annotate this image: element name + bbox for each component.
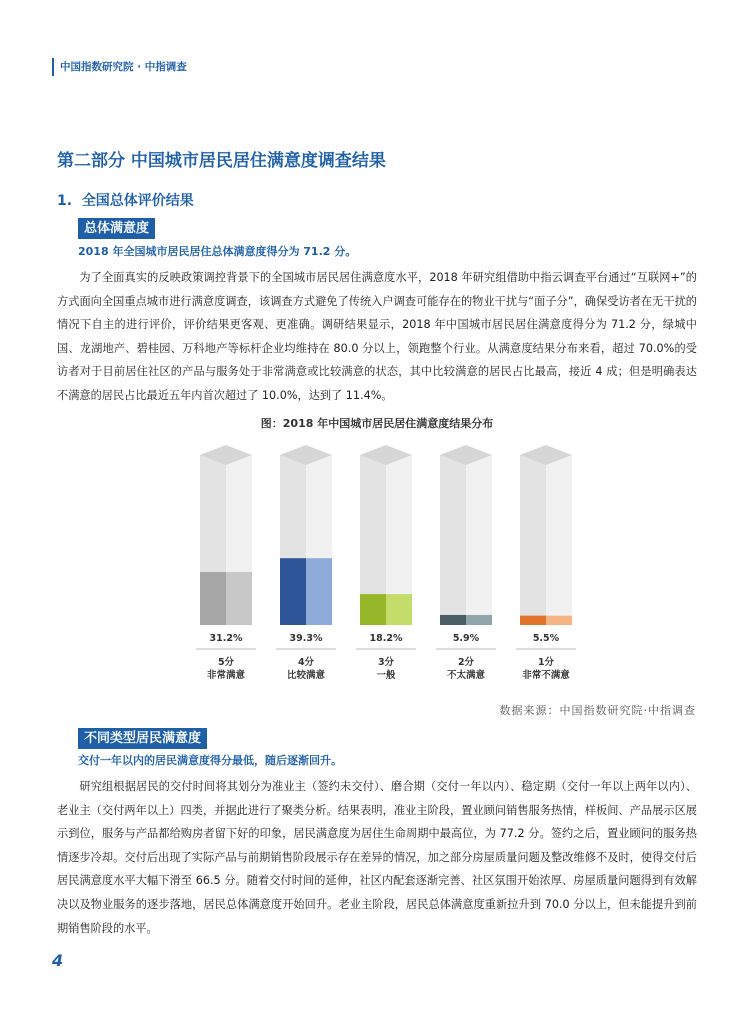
figure-title: 图：2018 年中国城市居民居住满意度结果分布 [260, 417, 494, 430]
satisfaction-distribution-chart [180, 435, 600, 700]
figure-source: 数据来源：中国指数研究院·中指调查 [499, 704, 696, 717]
category-score-label: 4分 [297, 657, 315, 668]
section-title: 第二部分 中国城市居民居住满意度调查结果 [57, 151, 386, 171]
category-name-label: 不太满意 [446, 670, 486, 681]
bar-fill-right [546, 616, 572, 625]
overall-satisfaction-highlight: 2018 年全国城市居民居住总体满意度得分为 71.2 分。 [78, 245, 357, 258]
resident-type-paragraph: 研究组根据居民的交付时间将其划分为准业主（签约未交付）、磨合期（交付一年以内）、稳定期（交付一年以上两年以内）、老业主（交付两年以上）四类，并据此进行了聚类分析。结果表明，准业主阶段，置业顾问销售服务热情，样板间、产品展示区展示到位，服务与产品都给购房者留下好的印象，居民满意度为居住生命周期中最高位，为 77.2 分。签约之后，置业顾问的服务热情逐步冷却。交付后出现了实际产品与前期销售阶段展示存在差异的情况，加之部分房屋质量问题及整改维修不及时，使得交付后居民满意度水平大幅下滑至 66.5 分。随着交付时间的延伸，社区内配套逐渐完善、社区氛围开始浓厚、房屋质量问题得到有效解决以及物业服务的逐步落地，居民总体满意度开始回升。老业主阶段，居民总体满意度重新拉升到 70.0 分以上，但未能提升到前期销售阶段的水平。 [57, 780, 697, 935]
category-name-label: 非常不满意 [522, 670, 570, 681]
category-name-label: 比较满意 [286, 670, 326, 681]
bar-value-label: 18.2% [369, 633, 403, 644]
category-name-label: 一般 [376, 670, 396, 681]
category-score-label: 1分 [537, 657, 555, 668]
overall-satisfaction-paragraph: 为了全面真实的反映政策调控背景下的全国城市居民居住满意度水平，2018 年研究组借助中指云调查平台通过“互联网+”的方式面向全国重点城市进行满意度调查，该调查方式避免了传统入户调查可能存在的物业干扰与“面子分”，确保受访者在无干扰的情况下自主的进行评价，评价结果更客观、更准确。调研结果显示，2018 年中国城市居民居住满意度得分为 71.2 分，绿城中国、龙湖地产、碧桂园、万科地产等标杆企业均维持在 80.0 分以上，领跑整个行业。从满意度结果分布来看，超过 70.0%的受访者对于目前居住社区的产品与服务处于非常满意或比较满意的状态，其中比较满意的居民占比最高，接近 4 成；但是明确表达不满意的居民占比最近五年内首次超过了 10.0%，达到了 11.4%。 [57, 271, 697, 402]
subsection-text: 全国总体评价结果 [81, 193, 194, 209]
bar-fill-right [226, 572, 252, 625]
bar-tube-right [546, 455, 572, 625]
bar-fill-left [520, 616, 546, 625]
page-number: 4 [52, 951, 64, 970]
bar-value-label: 31.2% [209, 633, 243, 644]
bar-fill-left [360, 594, 386, 625]
bar-fill-left [200, 572, 226, 625]
bar-value-label: 5.9% [452, 633, 480, 644]
running-header: 中国指数研究院 · 中指调查 [52, 58, 187, 76]
resident-type-highlight: 交付一年以内的居民满意度得分最低，随后逐渐回升。 [78, 754, 342, 767]
category-score-label: 3分 [377, 657, 395, 668]
bar-fill-left [440, 615, 466, 625]
bar-value-label: 39.3% [289, 633, 323, 644]
subsection-title [57, 190, 194, 210]
bar-tube-left [440, 455, 466, 625]
bar-tube-left [520, 455, 546, 625]
bar-value-label: 5.5% [532, 633, 560, 644]
bar-tube-right [466, 455, 492, 625]
category-score-label: 5分 [217, 657, 235, 668]
resident-type-badge: 不同类型居民满意度 [78, 728, 207, 749]
bar-fill-right [466, 615, 492, 625]
bar-fill-right [386, 594, 412, 625]
category-score-label: 2分 [457, 657, 475, 668]
bar-fill-left [280, 558, 306, 625]
subsection-number: 1. [57, 193, 73, 209]
overall-satisfaction-badge: 总体满意度 [78, 218, 155, 239]
category-name-label: 非常满意 [206, 670, 246, 681]
bar-fill-right [306, 558, 332, 625]
